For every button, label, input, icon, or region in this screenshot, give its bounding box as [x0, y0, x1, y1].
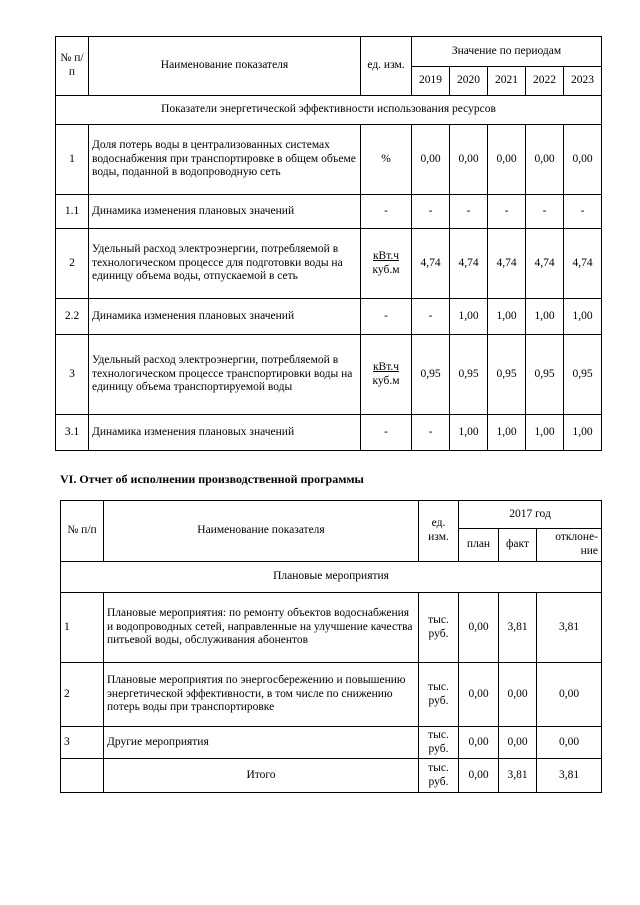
row-value: 4,74: [450, 229, 488, 299]
row-deviation: 3,81: [537, 759, 602, 793]
energy-efficiency-table: [55, 36, 602, 451]
row-unit: -: [361, 415, 412, 451]
row-value: 4,74: [488, 229, 526, 299]
row-unit: тыс. руб.: [419, 727, 459, 759]
row-name: Динамика изменения плановых значений: [89, 195, 361, 229]
row-num: 2.2: [56, 299, 89, 335]
total-row: [61, 759, 602, 793]
row-num: 3: [61, 727, 104, 759]
row-value: -: [412, 195, 450, 229]
col-header-periods: Значение по периодам: [412, 37, 602, 67]
row-name: Динамика изменения плановых значений: [89, 415, 361, 451]
row-value: 0,00: [526, 125, 564, 195]
row-name: Плановые мероприятия по энергосбережению и повышению энергетической эффективности, в том числе по снижению потерь воды при транспортировке: [104, 663, 419, 727]
row-value: 0,95: [412, 335, 450, 415]
table-row: [56, 299, 602, 335]
col-header-unit: ед. изм.: [361, 37, 412, 96]
row-value: -: [564, 195, 602, 229]
row-name: Динамика изменения плановых значений: [89, 299, 361, 335]
row-fact: 3,81: [499, 759, 537, 793]
row-name: Другие мероприятия: [104, 727, 419, 759]
row-num: 2: [56, 229, 89, 299]
row-name: Удельный расход электроэнергии, потребляемой в технологическом процессе для подготовки воды на единицу объема воды, отпускаемой в сеть: [89, 229, 361, 299]
row-value: 1,00: [564, 299, 602, 335]
row-value: -: [412, 415, 450, 451]
col-header-deviation: отклоне-ние: [537, 529, 602, 562]
row-value: 1,00: [488, 415, 526, 451]
col-header-year: 2023: [564, 67, 602, 96]
row-name: Доля потерь воды в централизованных системах водоснабжения при транспортировке в общем объеме воды, поданной в водопроводную сеть: [89, 125, 361, 195]
row-value: 0,95: [450, 335, 488, 415]
row-num: [61, 759, 104, 793]
row-value: -: [450, 195, 488, 229]
col-header-fact: факт: [499, 529, 537, 562]
col-header-year: 2020: [450, 67, 488, 96]
row-value: 0,00: [450, 125, 488, 195]
col-header-year: 2021: [488, 67, 526, 96]
table-row: [56, 125, 602, 195]
row-value: 0,95: [564, 335, 602, 415]
row-unit: [361, 335, 412, 415]
row-value: 0,95: [488, 335, 526, 415]
row-plan: 0,00: [459, 663, 499, 727]
unit-numerator: кВт.ч: [372, 249, 400, 262]
row-value: 0,00: [488, 125, 526, 195]
table-row: [56, 195, 602, 229]
col-header-name: Наименование показателя: [104, 501, 419, 562]
col-header-plan: план: [459, 529, 499, 562]
col-header-year: 2017 год: [459, 501, 602, 529]
table-row: [61, 663, 602, 727]
row-unit: [361, 229, 412, 299]
row-num: 1: [61, 593, 104, 663]
row-value: 1,00: [564, 415, 602, 451]
row-value: 1,00: [450, 415, 488, 451]
row-value: 0,00: [564, 125, 602, 195]
table-row: [56, 335, 602, 415]
col-header-num: № п/п: [56, 37, 89, 96]
row-deviation: 0,00: [537, 663, 602, 727]
row-name: Удельный расход электроэнергии, потребляемой в технологическом процессе транспортировки воды на единицу объема транспортируемой воды: [89, 335, 361, 415]
unit-denominator: куб.м: [372, 374, 400, 387]
row-value: 1,00: [488, 299, 526, 335]
row-value: 4,74: [526, 229, 564, 299]
row-num: 1: [56, 125, 89, 195]
row-unit: тыс. руб.: [419, 593, 459, 663]
row-unit: %: [361, 125, 412, 195]
col-header-name: Наименование показателя: [89, 37, 361, 96]
row-num: 3: [56, 335, 89, 415]
col-header-year: 2022: [526, 67, 564, 96]
row-fact: 3,81: [499, 593, 537, 663]
row-unit: -: [361, 195, 412, 229]
table-row: [56, 415, 602, 451]
section-heading: VI. Отчет об исполнении производственной программы: [60, 472, 364, 486]
row-unit: тыс. руб.: [419, 663, 459, 727]
row-value: 1,00: [526, 299, 564, 335]
row-plan: 0,00: [459, 727, 499, 759]
row-plan: 0,00: [459, 759, 499, 793]
section-title: Показатели энергетической эффективности использования ресурсов: [56, 96, 602, 125]
row-plan: 0,00: [459, 593, 499, 663]
row-num: 3.1: [56, 415, 89, 451]
production-program-table: [60, 500, 602, 793]
table-row: [61, 727, 602, 759]
row-value: -: [412, 299, 450, 335]
unit-denominator: куб.м: [372, 263, 400, 276]
row-value: 4,74: [564, 229, 602, 299]
row-value: 1,00: [450, 299, 488, 335]
row-name: Плановые мероприятия: по ремонту объектов водоснабжения и водопроводных сетей, направленные на улучшение качества питьевой воды, обслуживания абонентов: [104, 593, 419, 663]
row-deviation: 3,81: [537, 593, 602, 663]
table-row: [56, 229, 602, 299]
row-value: -: [488, 195, 526, 229]
table-row: [61, 593, 602, 663]
col-header-year: 2019: [412, 67, 450, 96]
row-value: 0,00: [412, 125, 450, 195]
row-fact: 0,00: [499, 663, 537, 727]
row-deviation: 0,00: [537, 727, 602, 759]
row-unit: -: [361, 299, 412, 335]
col-header-num: № п/п: [61, 501, 104, 562]
row-value: 1,00: [526, 415, 564, 451]
section-title: Плановые мероприятия: [61, 562, 602, 593]
row-value: 0,95: [526, 335, 564, 415]
row-num: 1.1: [56, 195, 89, 229]
unit-numerator: кВт.ч: [372, 360, 400, 373]
row-num: 2: [61, 663, 104, 727]
col-header-unit: ед. изм.: [419, 501, 459, 562]
row-fact: 0,00: [499, 727, 537, 759]
row-value: 4,74: [412, 229, 450, 299]
row-unit: тыс. руб.: [419, 759, 459, 793]
row-name: Итого: [104, 759, 419, 793]
row-value: -: [526, 195, 564, 229]
